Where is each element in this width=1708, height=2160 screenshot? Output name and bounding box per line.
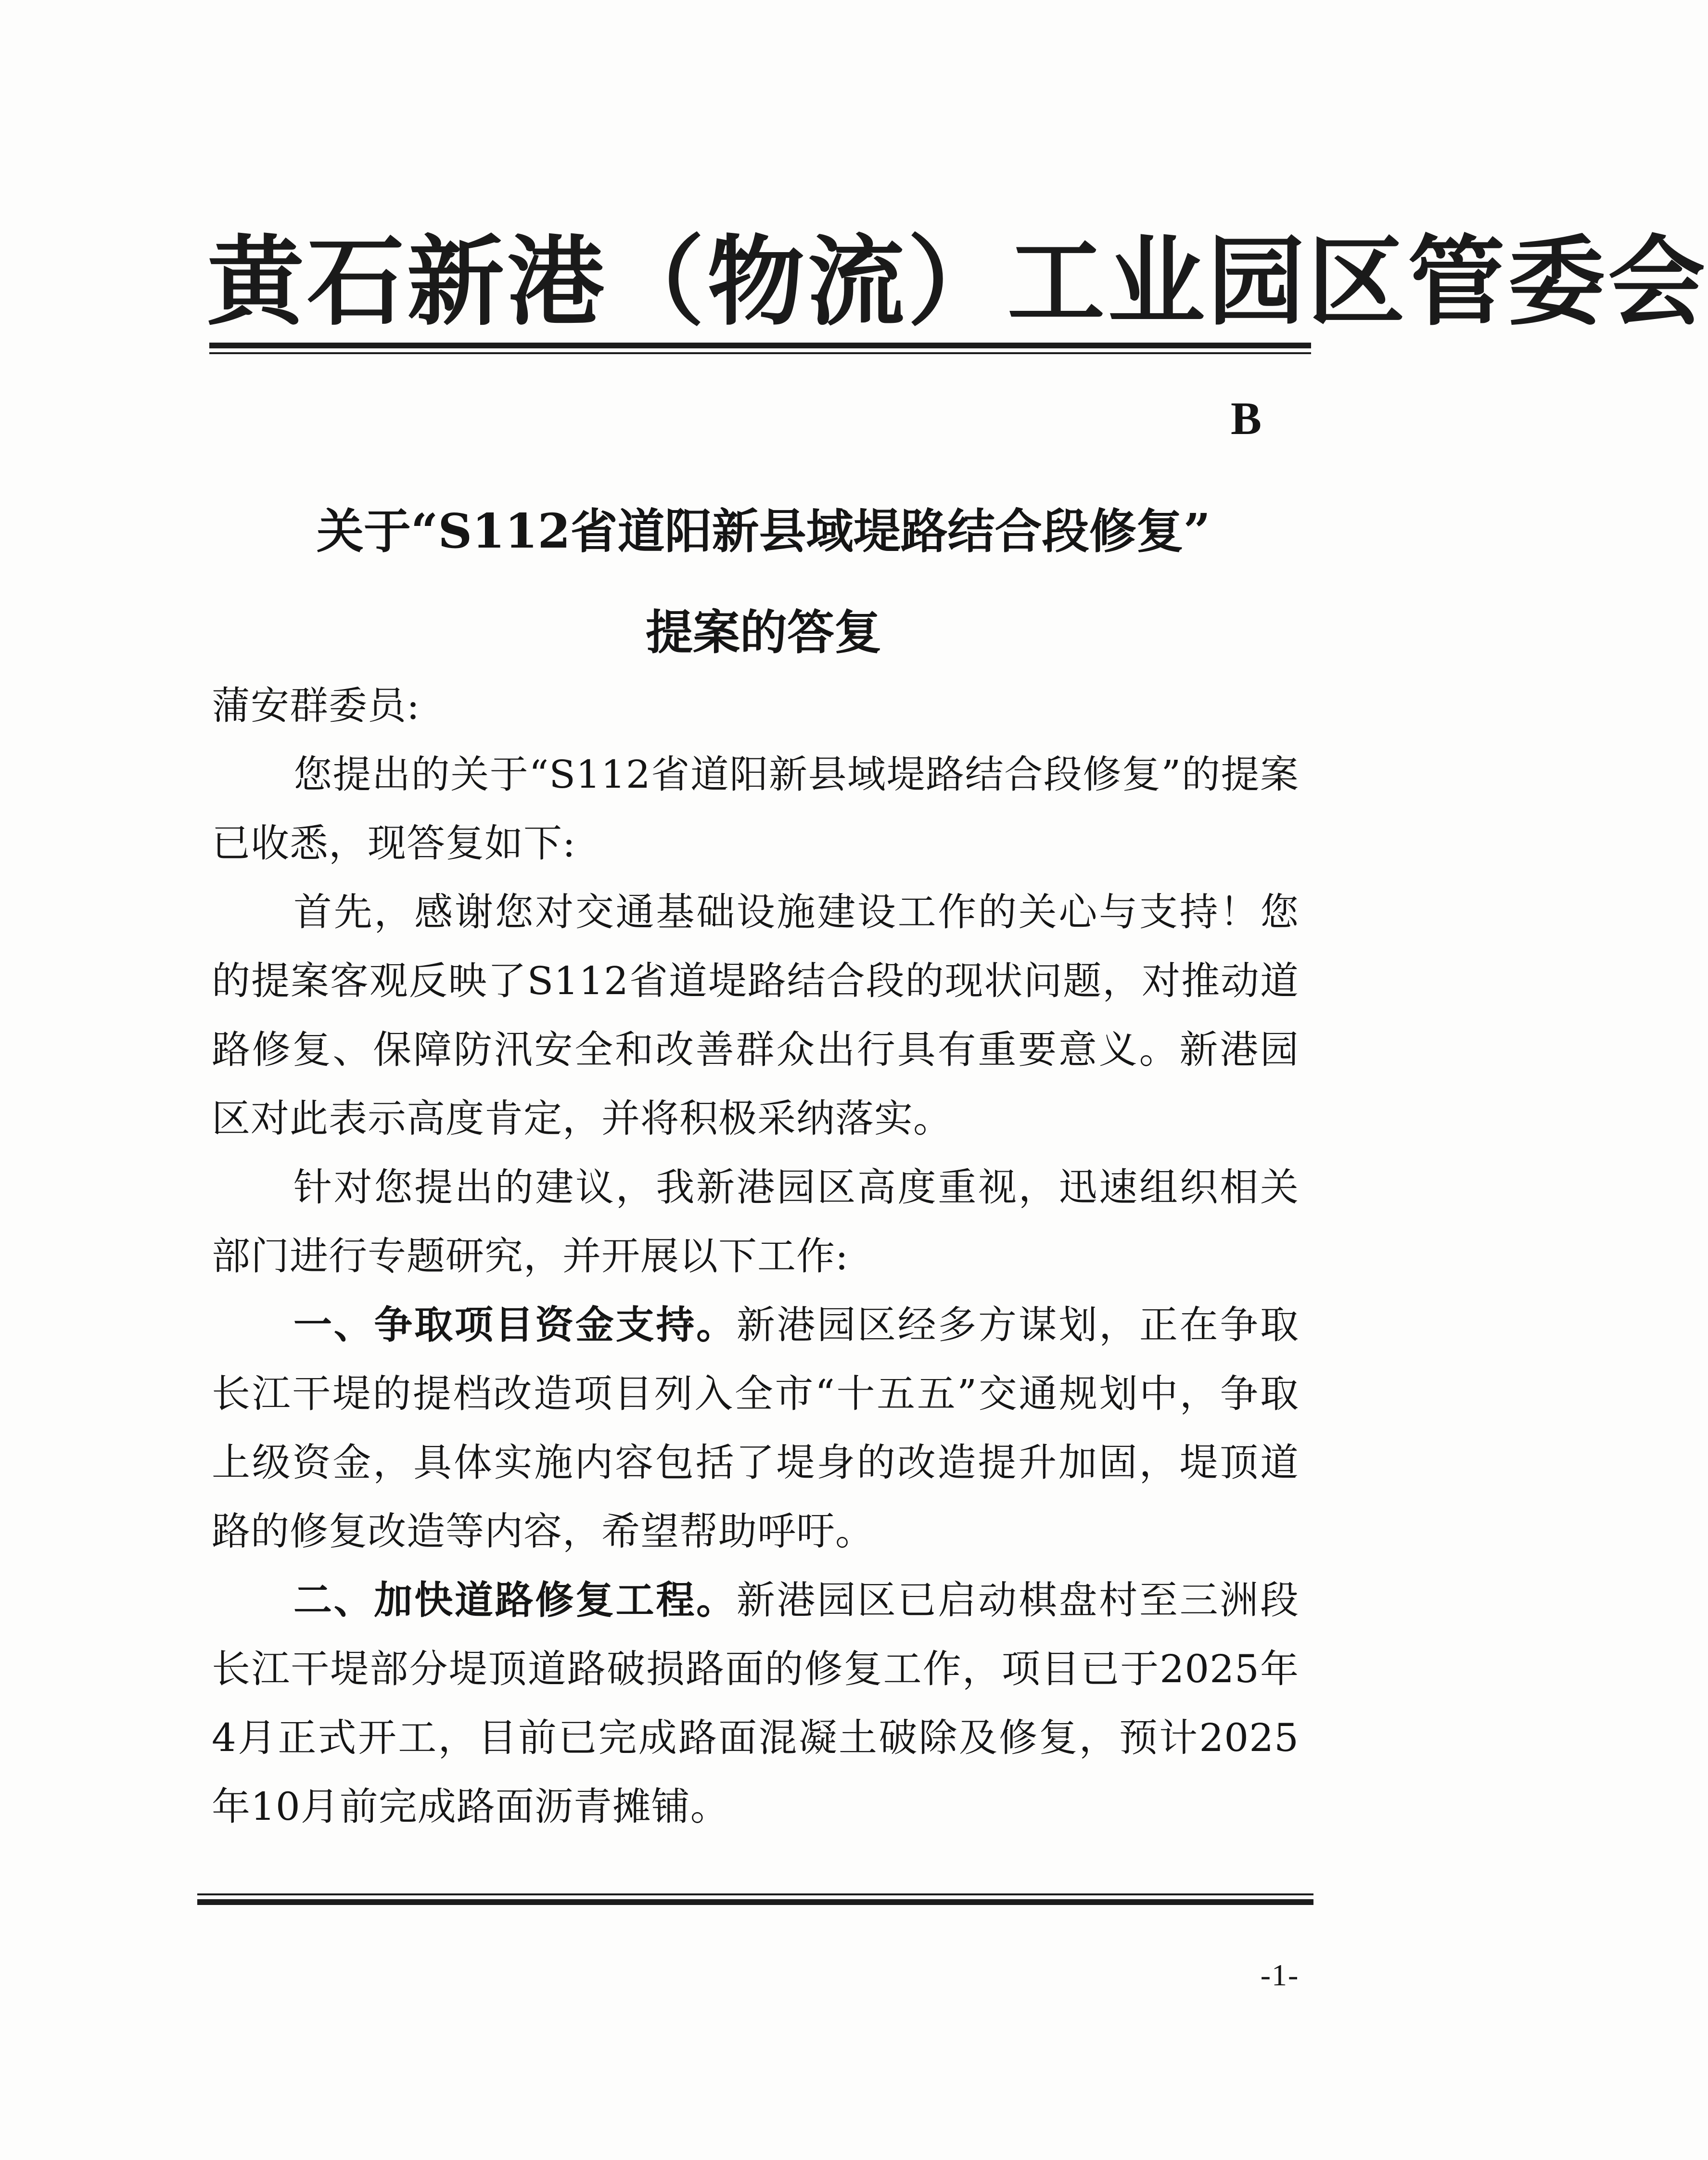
letterhead-rule-thin bbox=[209, 352, 1311, 354]
letterhead-org-name: 黄石新港（物流）工业园区管委会 bbox=[207, 224, 1708, 339]
item-2-text: 新港园区已启动棋盘村至三洲段长江干堤部分堤顶道路破损路面的修复工作，项目已于2025年4月正式开工，目前已完成路面混凝土破除及修复，预计2025年10月前完成路面沥青摊铺。 bbox=[212, 1578, 1300, 1829]
item-1-heading: 一、争取项目资金支持。 bbox=[293, 1303, 737, 1347]
salutation: 蒲安群委员: bbox=[212, 683, 420, 728]
page-number: -1- bbox=[1260, 1958, 1300, 1992]
body-item-1 bbox=[212, 1291, 1299, 1566]
classification-mark: B bbox=[1230, 393, 1262, 444]
document-title-line-2: 提案的答复 bbox=[645, 605, 881, 660]
footer-rule-thick bbox=[197, 1899, 1313, 1905]
letterhead-rule-thick bbox=[209, 343, 1311, 348]
body-paragraph-2: 首先，感谢您对交通基础设施建设工作的关心与支持！您的提案客观反映了S112省道堤路结合段的现状问题，对推动道路修复、保障防汛安全和改善群众出行具有重要意义。新港园区对此表示高度肯定，并将积极采纳落实。 bbox=[212, 890, 1299, 1141]
item-1-text: 新港园区经多方谋划，正在争取长江干堤的提档改造项目列入全市“十五五”交通规划中，争取上级资金，具体实施内容包括了堤身的改造提升加固，堤顶道路的修复改造等内容，希望帮助呼吁。 bbox=[212, 1303, 1300, 1554]
body-item-2 bbox=[212, 1566, 1299, 1841]
footer-rule-thin bbox=[197, 1893, 1313, 1895]
body-paragraph-1: 您提出的关于“S112省道阳新县域堤路结合段修复”的提案已收悉，现答复如下: bbox=[212, 752, 1299, 866]
body-paragraph-3: 针对您提出的建议，我新港园区高度重视，迅速组织相关部门进行专题研究，并开展以下工作: bbox=[212, 1165, 1299, 1278]
document-title bbox=[192, 481, 1335, 683]
document-body bbox=[212, 671, 1299, 1841]
item-2-heading: 二、加快道路修复工程。 bbox=[293, 1578, 737, 1623]
document-title-line-1: 关于“S112省道阳新县域堤路结合段修复” bbox=[316, 504, 1211, 559]
